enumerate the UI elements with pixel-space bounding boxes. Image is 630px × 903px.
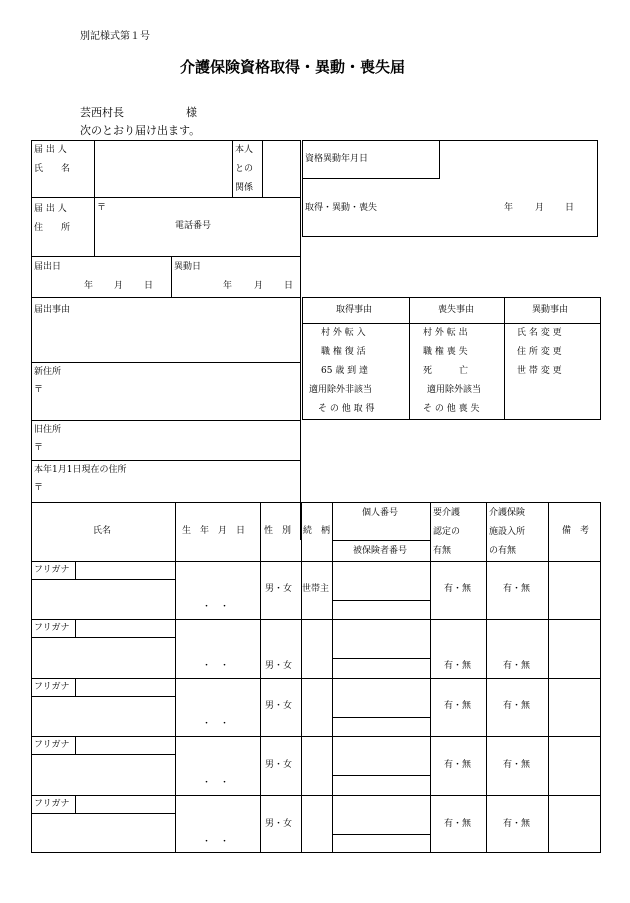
row-3-number-split bbox=[332, 717, 430, 718]
change-day: 日 bbox=[284, 281, 294, 291]
header-facility-1: 介護保険 bbox=[489, 508, 526, 518]
row-4-sex: 男・女 bbox=[265, 760, 293, 770]
change-month: 月 bbox=[254, 281, 264, 291]
row-4-furigana-line bbox=[31, 754, 175, 755]
row-1-bottom bbox=[31, 619, 601, 620]
row-4-bottom bbox=[31, 795, 601, 796]
status-change-date-label: 資格異動年月日 bbox=[305, 154, 369, 164]
row-line-6 bbox=[31, 460, 301, 461]
row-3-furigana: フリガナ bbox=[34, 682, 70, 692]
relation-label-1: 本人 bbox=[235, 145, 254, 155]
acquire-reason-3: 65 歳 到 達 bbox=[321, 366, 369, 376]
row-2-furigana-divider bbox=[75, 619, 76, 637]
row-5-number-split bbox=[332, 834, 430, 835]
date-divider bbox=[171, 256, 172, 297]
jan1-address-label: 本年1月1日現在の住所 bbox=[34, 465, 127, 475]
row-line-2 bbox=[31, 256, 301, 257]
row-4-furigana-divider bbox=[75, 736, 76, 754]
submit-date-label: 届出日 bbox=[34, 262, 62, 272]
applicant-block bbox=[31, 140, 301, 540]
applicant-label-divider bbox=[94, 140, 95, 256]
new-address-postal: 〒 bbox=[34, 385, 44, 395]
row-1-date-dots: ・ ・ bbox=[202, 602, 230, 612]
loss-reason-3: 死 亡 bbox=[423, 366, 469, 376]
jan1-address-postal: 〒 bbox=[34, 483, 44, 493]
number-header-split bbox=[332, 540, 430, 541]
row-2-care-cert: 有・無 bbox=[444, 661, 472, 671]
loss-reason-1: 村 外 転 出 bbox=[423, 328, 468, 338]
addressee: 芸西村長 bbox=[80, 106, 124, 119]
row-1-furigana: フリガナ bbox=[34, 565, 70, 575]
row-2-furigana-line bbox=[31, 637, 175, 638]
row-3-furigana-divider bbox=[75, 678, 76, 696]
row-5-date-dots: ・ ・ bbox=[202, 837, 230, 847]
row-4-number-split bbox=[332, 775, 430, 776]
row-line-3 bbox=[31, 297, 301, 298]
table-header-line bbox=[31, 561, 601, 562]
row-3-date-dots: ・ ・ bbox=[202, 719, 230, 729]
phone-label: 電話番号 bbox=[175, 221, 212, 231]
row-line-1 bbox=[31, 197, 301, 198]
row-line-5 bbox=[31, 420, 301, 421]
header-care-cert-2: 認定の bbox=[433, 527, 461, 537]
reasons-divider-2 bbox=[504, 297, 505, 420]
row-1-facility: 有・無 bbox=[503, 584, 531, 594]
status-day: 日 bbox=[565, 203, 575, 213]
row-2-furigana: フリガナ bbox=[34, 623, 70, 633]
status-year: 年 bbox=[504, 203, 514, 213]
row-4-facility: 有・無 bbox=[503, 760, 531, 770]
row-1-care-cert: 有・無 bbox=[444, 584, 472, 594]
loss-reason-4: 適用除外該当 bbox=[427, 385, 482, 395]
relation-label-divider-left bbox=[232, 140, 233, 197]
row-2-number-split bbox=[332, 658, 430, 659]
header-care-cert-1: 要介護 bbox=[433, 508, 461, 518]
submit-year: 年 bbox=[84, 281, 94, 291]
row-4-furigana: フリガナ bbox=[34, 740, 70, 750]
change-reason-2: 住 所 変 更 bbox=[517, 347, 562, 357]
status-month: 月 bbox=[535, 203, 545, 213]
status-type-label: 取得・異動・喪失 bbox=[305, 203, 378, 213]
change-date-label: 異動日 bbox=[174, 262, 202, 272]
header-name: 氏名 bbox=[93, 526, 112, 536]
row-1-furigana-line bbox=[31, 579, 175, 580]
submit-month: 月 bbox=[114, 281, 124, 291]
acquire-header: 取得事由 bbox=[336, 305, 373, 315]
row-3-bottom bbox=[31, 736, 601, 737]
acquire-reason-5: そ の 他 取 得 bbox=[318, 404, 375, 414]
row-1-sex: 男・女 bbox=[265, 584, 293, 594]
old-address-postal: 〒 bbox=[34, 443, 44, 453]
row-2-facility: 有・無 bbox=[503, 661, 531, 671]
reason-label: 届出事由 bbox=[34, 305, 71, 315]
reasons-divider-1 bbox=[409, 297, 410, 420]
header-insured-number: 被保険者番号 bbox=[353, 546, 408, 556]
relation-label-3: 関係 bbox=[235, 183, 254, 193]
status-divider bbox=[439, 140, 440, 178]
loss-reason-5: そ の 他 喪 失 bbox=[423, 404, 480, 414]
new-address-label: 新住所 bbox=[34, 367, 62, 377]
row-3-care-cert: 有・無 bbox=[444, 701, 472, 711]
acquire-reason-1: 村 外 転 入 bbox=[321, 328, 366, 338]
address-label-2: 住 所 bbox=[34, 223, 71, 233]
old-address-label: 旧住所 bbox=[34, 425, 62, 435]
name-label-2: 氏 名 bbox=[34, 164, 71, 174]
header-facility-2: 施設入所 bbox=[489, 527, 526, 537]
change-reason-3: 世 帯 変 更 bbox=[517, 366, 562, 376]
header-care-cert-3: 有無 bbox=[433, 546, 452, 556]
postal-mark: 〒 bbox=[97, 203, 107, 213]
row-5-furigana-line bbox=[31, 813, 175, 814]
loss-reason-2: 職 権 喪 失 bbox=[423, 347, 468, 357]
row-5-facility: 有・無 bbox=[503, 819, 531, 829]
row-1-number-split bbox=[332, 600, 430, 601]
row-5-furigana: フリガナ bbox=[34, 799, 70, 809]
change-year: 年 bbox=[223, 281, 233, 291]
header-remarks: 備 考 bbox=[562, 526, 590, 536]
row-5-sex: 男・女 bbox=[265, 819, 293, 829]
relation-label-divider-right bbox=[262, 140, 263, 197]
loss-header: 喪失事由 bbox=[438, 305, 475, 315]
row-3-furigana-line bbox=[31, 696, 175, 697]
header-relation: 続 柄 bbox=[303, 526, 331, 536]
row-3-sex: 男・女 bbox=[265, 701, 293, 711]
header-birth: 生 年 月 日 bbox=[182, 526, 246, 536]
row-4-date-dots: ・ ・ bbox=[202, 778, 230, 788]
change-reason-1: 氏 名 変 更 bbox=[517, 328, 562, 338]
row-2-sex: 男・女 bbox=[265, 661, 293, 671]
row-4-care-cert: 有・無 bbox=[444, 760, 472, 770]
acquire-reason-4: 適用除外非該当 bbox=[309, 385, 373, 395]
form-number: 別記様式第１号 bbox=[80, 31, 150, 42]
row-3-facility: 有・無 bbox=[503, 701, 531, 711]
row-1-furigana-divider bbox=[75, 561, 76, 579]
relation-label-2: との bbox=[235, 164, 254, 174]
intro-text: 次のとおり届け出ます。 bbox=[80, 124, 201, 137]
header-sex: 性 別 bbox=[264, 526, 292, 536]
row-line-4 bbox=[31, 362, 301, 363]
row-2-date-dots: ・ ・ bbox=[202, 661, 230, 671]
submit-day: 日 bbox=[144, 281, 154, 291]
row-2-bottom bbox=[31, 678, 601, 679]
acquire-reason-2: 職 権 復 活 bbox=[321, 347, 366, 357]
addressee-honorific: 様 bbox=[186, 106, 197, 119]
change-header: 異動事由 bbox=[532, 305, 569, 315]
reasons-block bbox=[302, 297, 601, 420]
header-facility-3: の有無 bbox=[489, 546, 517, 556]
address-label-1: 届 出 人 bbox=[34, 204, 67, 214]
status-line bbox=[302, 178, 440, 179]
row-5-care-cert: 有・無 bbox=[444, 819, 472, 829]
row-1-relation: 世帯主 bbox=[302, 584, 330, 594]
row-5-furigana-divider bbox=[75, 795, 76, 813]
form-title: 介護保険資格取得・異動・喪失届 bbox=[180, 58, 406, 76]
header-personal-number: 個人番号 bbox=[362, 508, 399, 518]
name-label-1: 届 出 人 bbox=[34, 145, 67, 155]
reasons-header-line bbox=[302, 323, 601, 324]
